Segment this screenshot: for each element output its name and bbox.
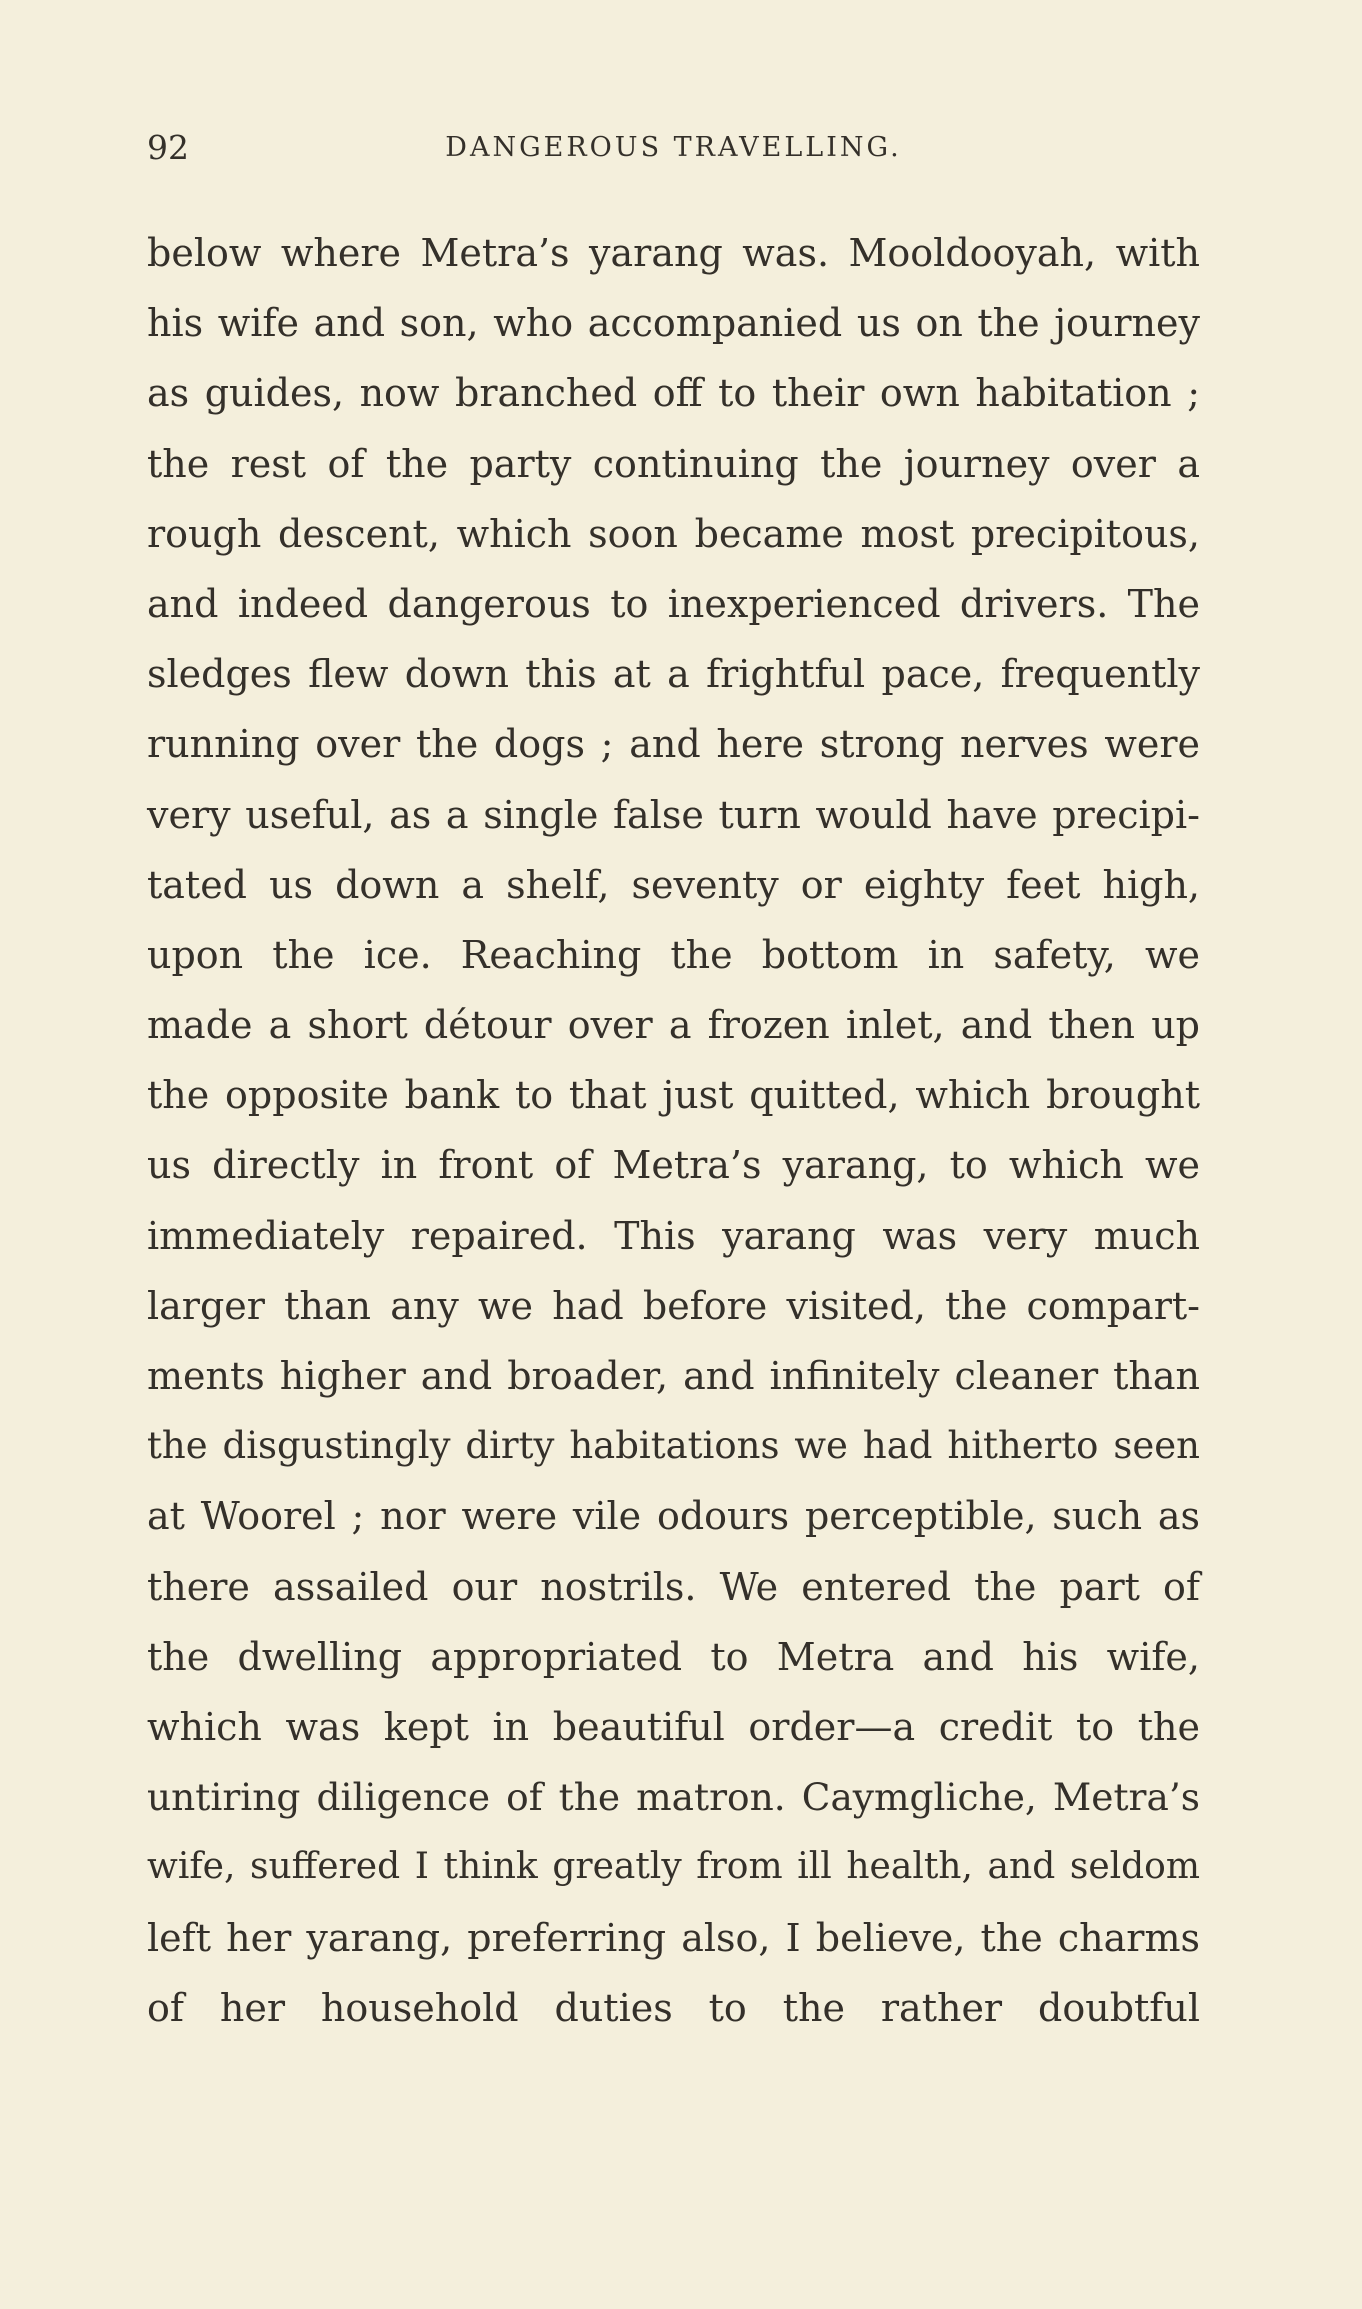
running-title: DANGEROUS TRAVELLING. <box>445 132 902 163</box>
text-line: the opposite bank to that just quitted, which brought <box>147 1073 1200 1118</box>
text-line: the disgustingly dirty habitations we had hitherto seen <box>147 1424 1200 1468</box>
text-line: as guides, now branched off to their own habitation ; <box>147 371 1200 416</box>
text-line: the rest of the party continuing the journey over a <box>147 441 1200 486</box>
text-line: rough descent, which soon became most precipitous, <box>147 511 1200 556</box>
text-line: the dwelling appropriated to Metra and his wife, <box>147 1634 1200 1679</box>
text-line: at Woorel ; nor were vile odours perceptible, such as <box>147 1494 1200 1539</box>
text-line: running over the dogs ; and here strong nerves were <box>147 722 1200 767</box>
text-line: wife, suffered I think greatly from ill health, and seldom <box>147 1846 1200 1888</box>
text-line: us directly in front of Metra’s yarang, to which we <box>147 1143 1200 1188</box>
text-line: larger than any we had before visited, the compart- <box>147 1283 1200 1328</box>
text-line: tated us down a shelf, seventy or eighty feet high, <box>147 862 1200 907</box>
text-line: which was kept in beautiful order—a credit to the <box>147 1704 1200 1749</box>
page-number: 92 <box>147 128 189 167</box>
text-line: made a short détour over a frozen inlet, and then up <box>147 1003 1200 1048</box>
text-line: untiring diligence of the matron. Caymgliche, Metra’s <box>147 1775 1200 1820</box>
text-line: upon the ice. Reaching the bottom in safety, we <box>147 932 1200 977</box>
text-line: immediately repaired. This yarang was very much <box>147 1213 1200 1258</box>
running-header <box>147 128 1200 168</box>
text-line: below where Metra’s yarang was. Mooldooyah, with <box>147 231 1200 275</box>
text-line: there assailed our nostrils. We entered the part of <box>147 1564 1200 1609</box>
text-line: ments higher and broader, and infinitely cleaner than <box>147 1354 1200 1398</box>
text-line: very useful, as a single false turn would have precipi- <box>147 792 1200 837</box>
text-line: sledges flew down this at a frightful pace, frequently <box>147 652 1200 697</box>
page-body-text <box>147 218 1200 2043</box>
text-line: left her yarang, preferring also, I believe, the charms <box>147 1915 1200 1960</box>
text-line: of her household duties to the rather doubtful <box>147 1985 1200 2030</box>
text-line: and indeed dangerous to inexperienced drivers. The <box>147 581 1200 626</box>
text-line: his wife and son, who accompanied us on the journey <box>147 301 1200 346</box>
